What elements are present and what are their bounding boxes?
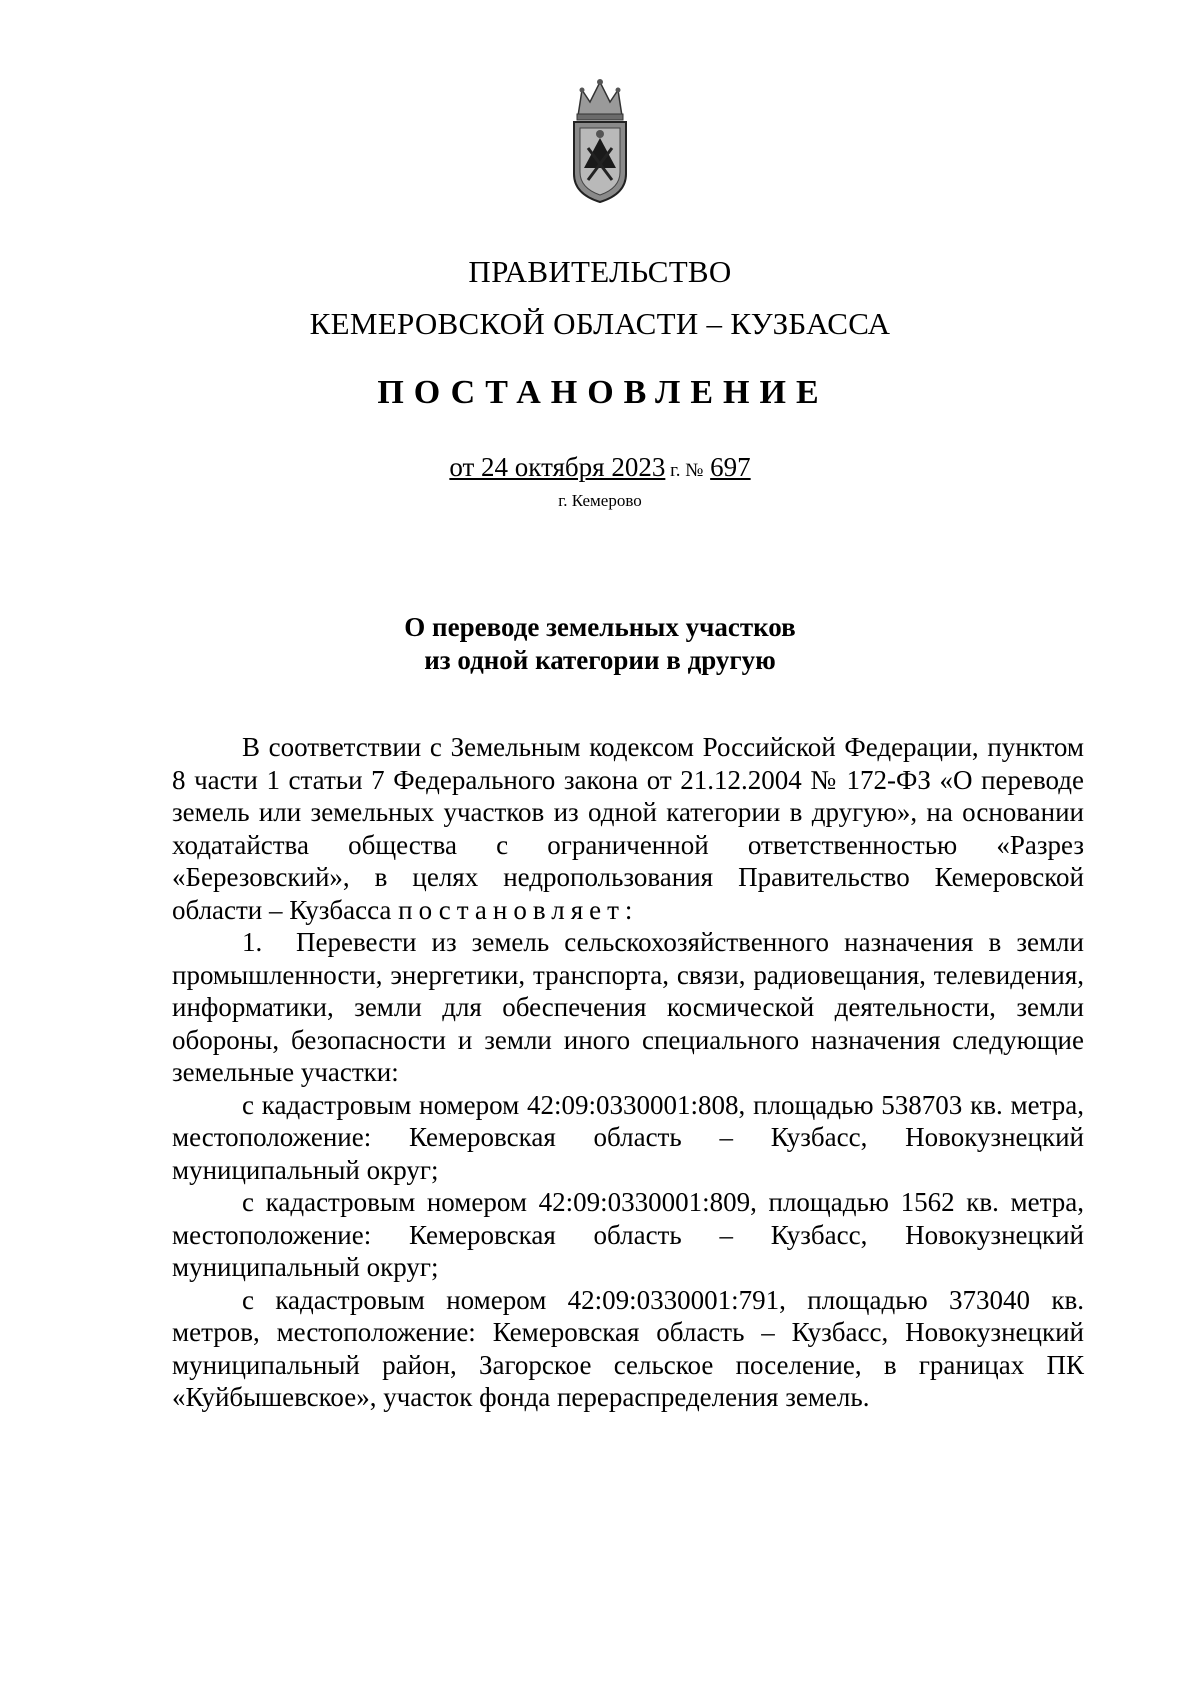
document-number: 697 <box>710 452 751 482</box>
preamble-text: В соответствии с Земельным кодексом Российской Федерации, пунктом 8 части 1 статьи 7 Федерального закона от 21.12.2004 № 172-ФЗ «О переводе земель или земельных участков из одной категории в другую», на основании ходатайства общества с ограниченной ответственностью «Разрез «Березовский», в целях недропользования Правительство Кемеровской области – Кузбасса <box>172 732 1084 925</box>
item1-paragraph <box>172 926 1084 1089</box>
government-title-line1: ПРАВИТЕЛЬСТВО <box>468 254 732 289</box>
subject-line2: из одной категории в другую <box>424 645 776 675</box>
date-number-line <box>0 452 1200 483</box>
number-prefix: № <box>685 460 704 481</box>
subject-line1: О переводе земельных участков <box>404 612 796 642</box>
document-body <box>172 731 1084 1414</box>
year-suffix: г. <box>670 460 681 481</box>
item1-number: 1. <box>242 927 263 957</box>
document-date: от 24 октября 2023 <box>449 452 666 482</box>
parcel-paragraph: с кадастровым номером 42:09:0330001:791, площадью 373040 кв. метров, местоположение: Кемеровская область – Кузбасс, Новокузнецкий муниципальный район, Загорское сельское поселение, в границах ПК «Куйбышевское», участок фонда перераспределения земель. <box>172 1284 1084 1412</box>
decree-word: постановляет: <box>398 894 639 925</box>
parcel-paragraph: с кадастровым номером 42:09:0330001:809, площадью 1562 кв. метра, местоположение: Кемеровская область – Кузбасс, Новокузнецкий муниципальный округ; <box>172 1187 1084 1282</box>
preamble-paragraph <box>172 731 1084 926</box>
city-line: г. Кемерово <box>558 491 642 510</box>
parcel-paragraph: с кадастровым номером 42:09:0330001:808, площадью 538703 кв. метра, местоположение: Кемеровская область – Кузбасс, Новокузнецкий муниципальный округ; <box>172 1089 1084 1185</box>
government-title-line2: КЕМЕРОВСКОЙ ОБЛАСТИ – КУЗБАССА <box>309 306 891 341</box>
coat-of-arms-icon <box>568 76 632 206</box>
item1-text: Перевести из земель сельскохозяйственного назначения в земли промышленности, энергетики, транспорта, связи, радиовещания, телевидения, информатики, земли для обеспечения космической деятельности, земли обороны, безопасности и земли иного специального назначения следующие земельные участки: <box>172 927 1084 1087</box>
document-type-heading: ПОСТАНОВЛЕНИЕ <box>377 374 829 411</box>
